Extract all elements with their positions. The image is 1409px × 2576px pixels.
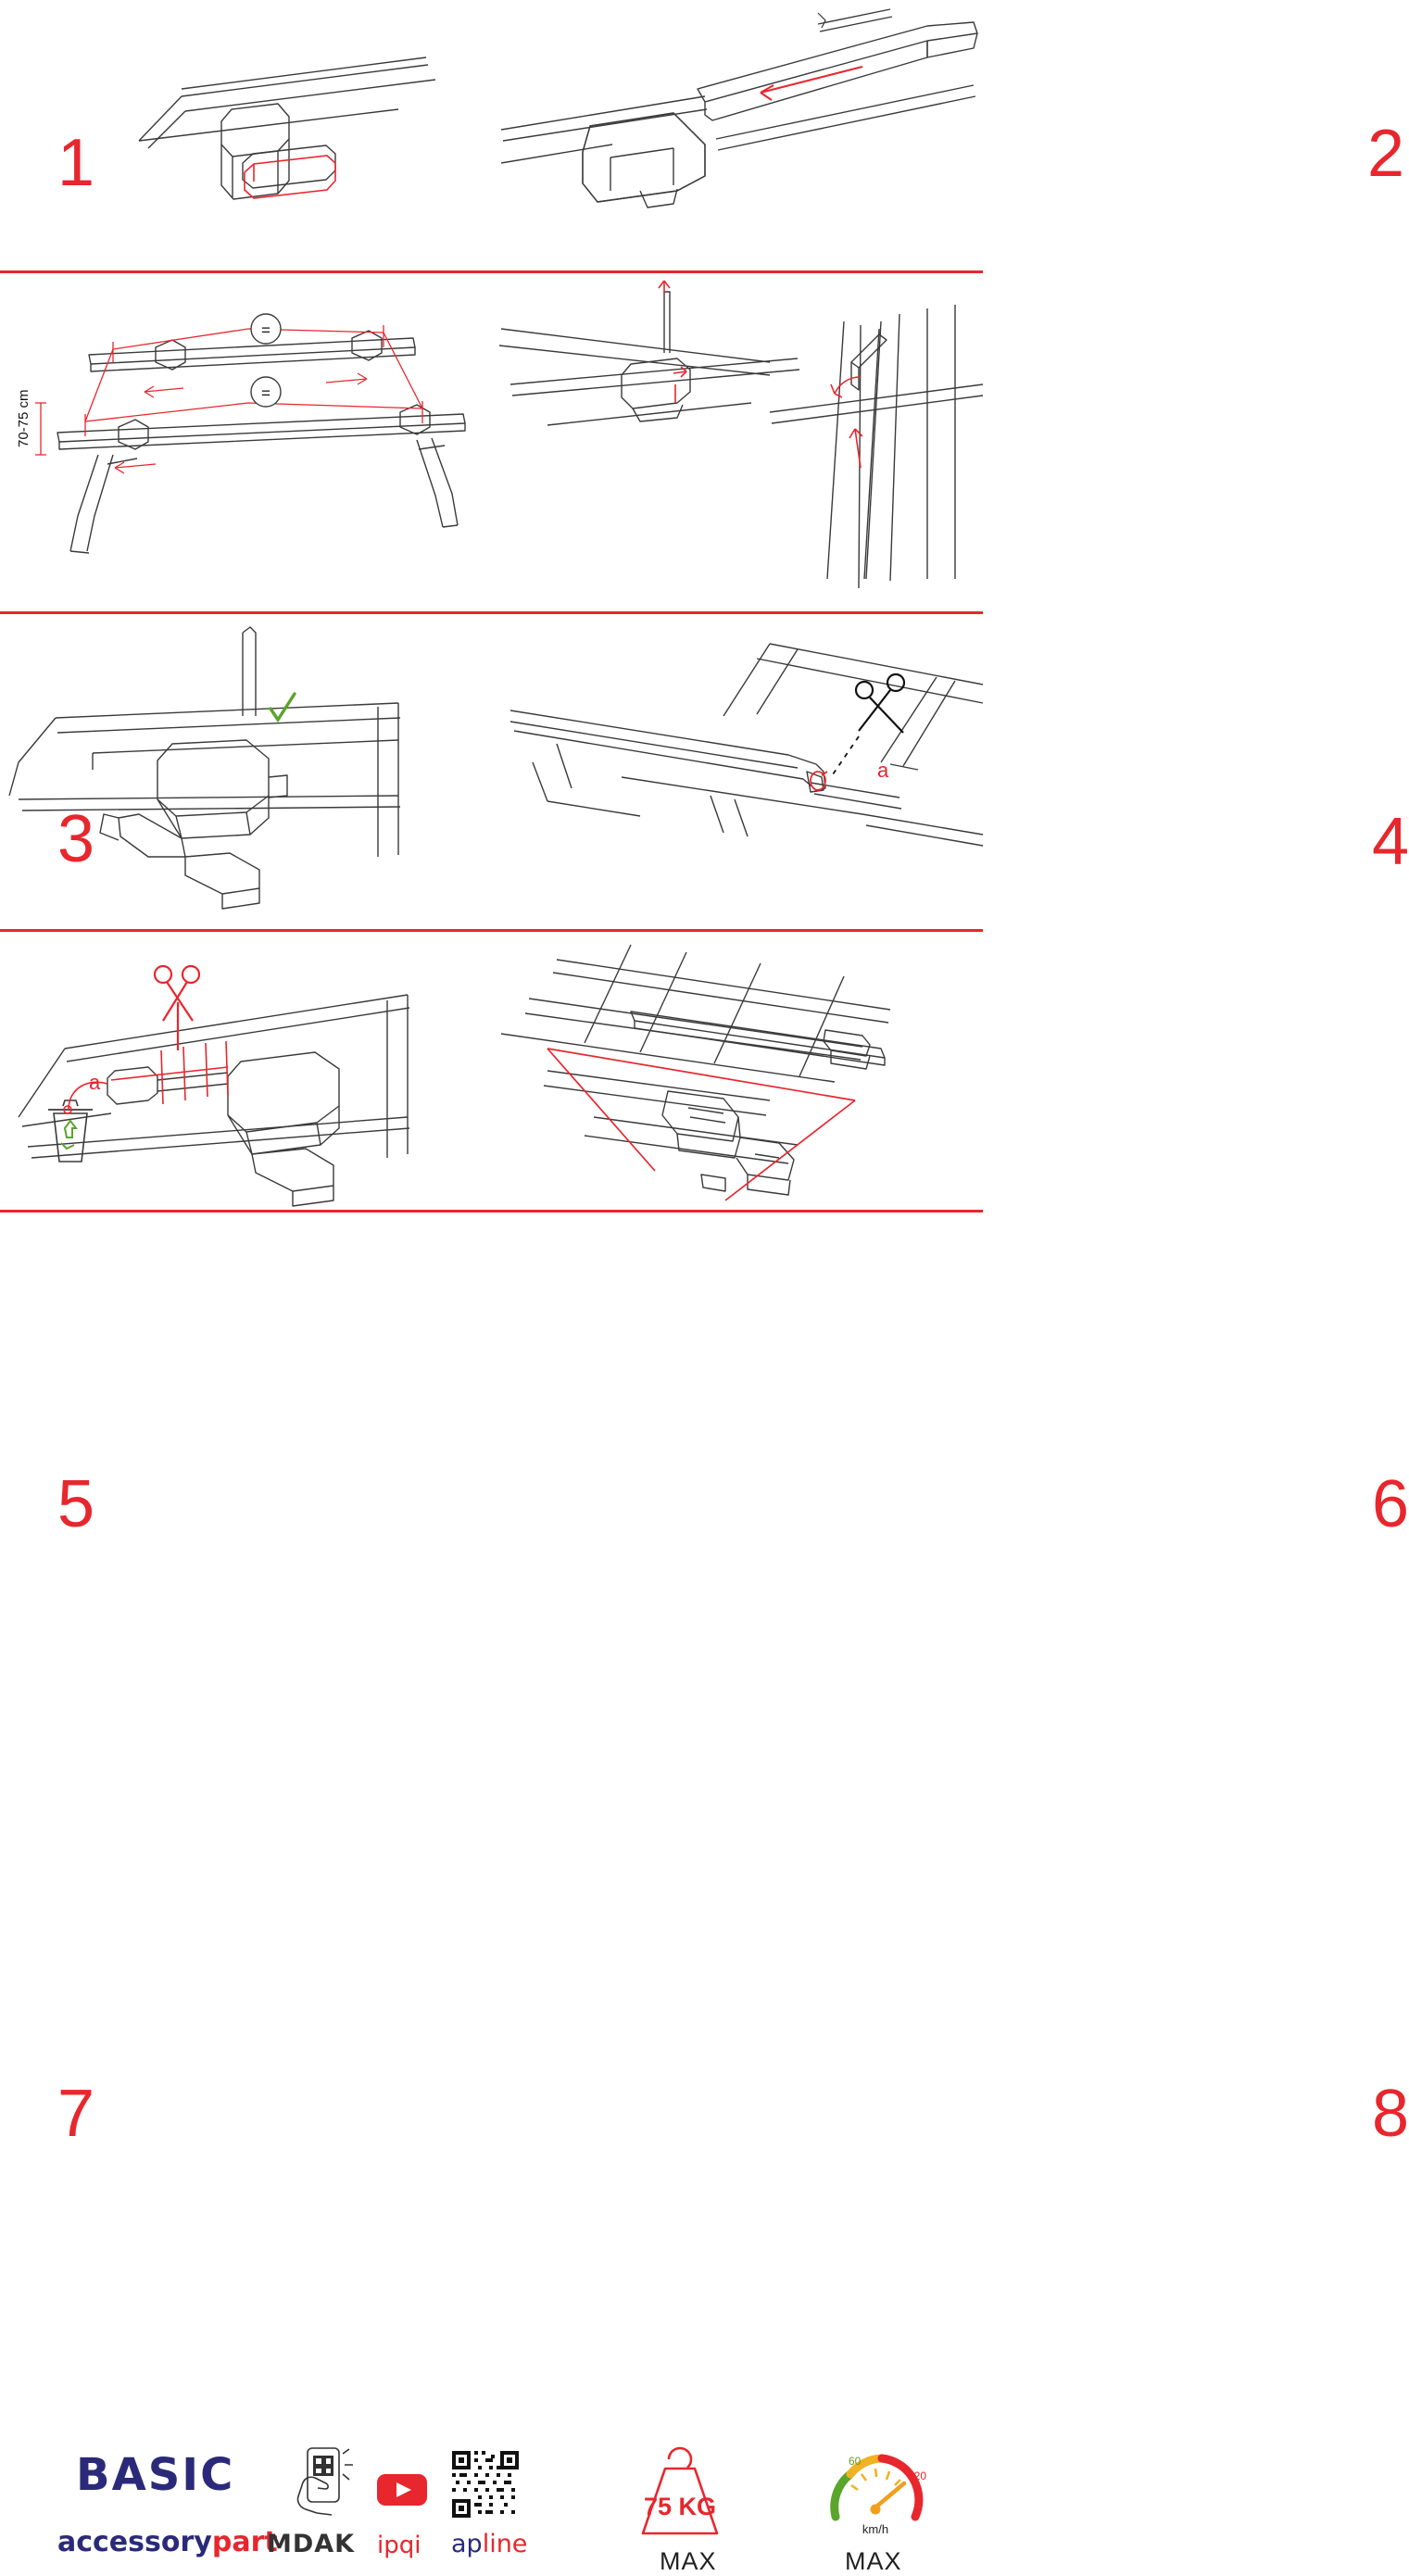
step-panel-4 [492, 273, 1409, 879]
brand-basic-logo: BASIC [76, 2449, 235, 2501]
brand-ap-text: ap [451, 2530, 483, 2558]
weight-value: 75 KG [643, 2493, 717, 2520]
gauge-tick-60: 60 [849, 2455, 862, 2468]
step-panel-2 [492, 0, 1405, 270]
brand-part-text: part [211, 2526, 278, 2558]
footer-branding [0, 1213, 983, 2575]
step-panel-8 [492, 932, 1409, 2151]
step-7-illustration [0, 932, 491, 1210]
step-5-illustration [0, 614, 491, 929]
brand-accessory-text: accessory [57, 2526, 212, 2558]
youtube-icon[interactable] [375, 2470, 429, 2509]
step-2-illustration [492, 0, 983, 270]
svg-text:=: = [261, 384, 270, 402]
brand-accessorypart-logo [57, 2526, 278, 2558]
part-label-a: a [89, 1071, 101, 1094]
part-label-a: a [877, 759, 889, 782]
step-panel-5 [0, 614, 491, 1541]
step-panel-3 [0, 273, 491, 876]
step-number-1: 1 [57, 126, 95, 200]
brand-apline-label [451, 2530, 527, 2558]
scissors-icon [155, 966, 199, 1050]
step-number-8: 8 [1372, 2077, 1409, 2151]
brand-mdak-label: MDAK [267, 2530, 356, 2558]
step-number-5: 5 [57, 1467, 95, 1541]
step-8-illustration [492, 932, 983, 1210]
qr-code[interactable] [450, 2449, 521, 2519]
step-3-illustration [0, 273, 491, 611]
max-weight-label: MAX [660, 2547, 717, 2575]
step-number-2: 2 [1367, 117, 1405, 191]
max-speed-label: MAX [845, 2547, 902, 2575]
step-number-3: 3 [57, 802, 95, 876]
weight-icon [628, 2437, 747, 2541]
step-number-4: 4 [1372, 805, 1409, 879]
brand-ipqi-label: ipqi [377, 2532, 421, 2559]
speedometer-icon [815, 2437, 936, 2541]
svg-text:=: = [261, 321, 270, 339]
step-4-illustration [492, 273, 983, 611]
gauge-tick-120: 120 [908, 2469, 927, 2482]
step-panel-6 [492, 614, 1409, 1541]
step-number-6: 6 [1372, 1467, 1409, 1541]
brand-line-text: line [482, 2530, 528, 2558]
speed-unit-label: km/h [862, 2522, 889, 2536]
step-panel-1 [0, 0, 491, 270]
step-panel-7 [0, 932, 491, 2151]
check-icon [270, 694, 295, 720]
phone-scan-icon [285, 2444, 361, 2522]
step-6-illustration [492, 614, 983, 929]
step-number-7: 7 [57, 2077, 95, 2151]
dimension-label: 70-75 cm [16, 389, 31, 447]
recycle-bin-icon [48, 1100, 93, 1162]
